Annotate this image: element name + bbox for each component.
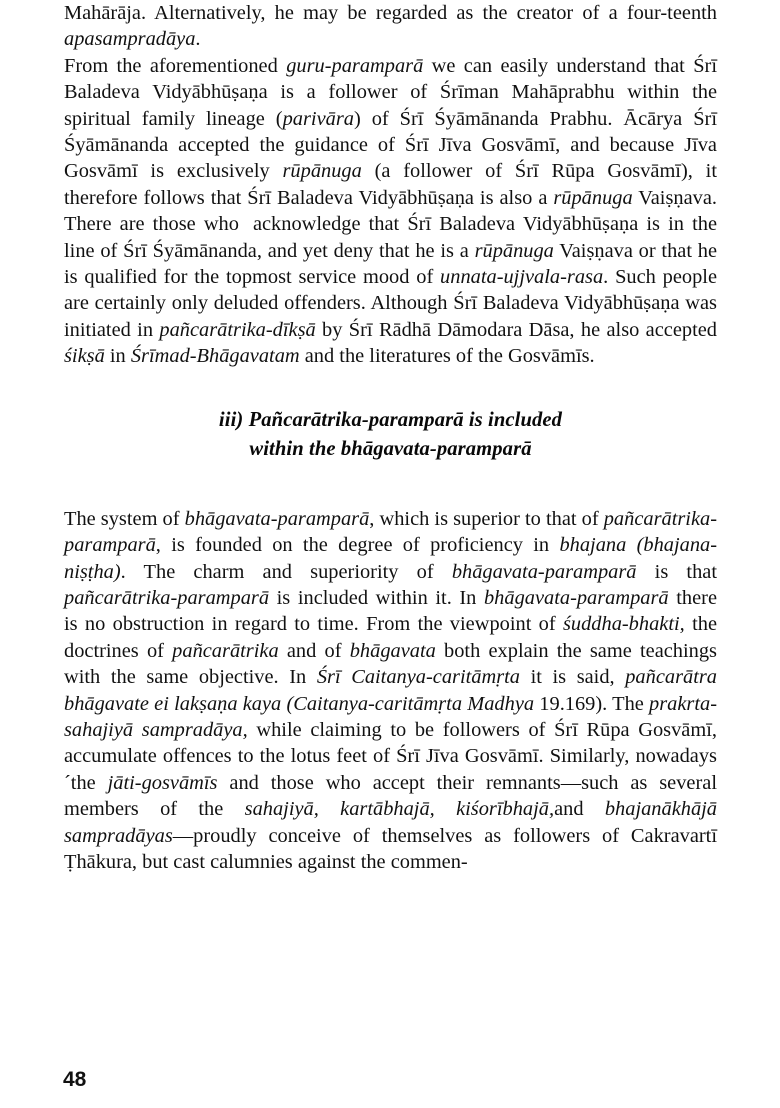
- text-run: .: [195, 28, 201, 51]
- italic-term: rūpānuga: [553, 186, 633, 209]
- text-run: while claiming to be followers of Śrī Rūpa Gosvāmī, accumulate offences to the lotus feet of Śrī Jīva Gosvāmī. Similarly, nowadays´the: [64, 718, 717, 794]
- italic-term: śikṣā: [64, 345, 105, 368]
- text-run: and of: [278, 639, 350, 662]
- italic-term: pañcarātrika-paramparā: [64, 586, 270, 609]
- text-run: Vaiṣṇava. There are those who: [64, 186, 717, 236]
- italic-term: bhāgavata-paramparā: [483, 586, 669, 609]
- text-run: and those who accept their remnants—such as several members of the: [64, 771, 717, 821]
- italic-term: prakrta-sahajiyā sampradāya,: [64, 692, 718, 741]
- text-run: it is said,: [520, 666, 626, 689]
- italic-term: parivāra: [282, 107, 354, 130]
- italic-term: bhāgavata-paramparā: [184, 507, 370, 530]
- text-run: both explain the same teachings with the same objective. In: [64, 639, 717, 689]
- italic-term: śuddha-bhakti,: [562, 613, 685, 636]
- page-number: 48: [63, 1068, 87, 1091]
- italic-term: bhāgavata: [349, 639, 436, 662]
- text-run: . The charm and superiority of: [120, 560, 452, 583]
- text-run: The system of: [64, 507, 185, 530]
- text-run: —proudly conceive of themselves as followers of Cakravartī Ṭhākura, but cast calumnies against the commen-: [64, 824, 717, 873]
- italic-term: pañcarātra bhāgavate ei lakṣaṇa kaya (Caitanya-caritāmṛta Madhya: [64, 666, 717, 715]
- paragraph-maharaja-continued: [64, 0, 717, 53]
- italic-term: Śrī Caitanya-caritāmṛta: [316, 666, 520, 689]
- text-run: in: [104, 345, 131, 368]
- italic-term: guru-paramparā: [286, 54, 424, 77]
- text-run: acknowledge that Śrī Baladeva Vidyābhūṣaṇa is in the line of Śrī Śyāmānanda, and yet deny that he is a: [64, 213, 717, 262]
- italic-term: apasampradāya: [64, 28, 196, 51]
- section-heading: [64, 406, 717, 464]
- text-run: . Such people are certainly only deluded offenders. Although Śrī Baladeva Vidyābhūṣaṇa was initiated in: [64, 266, 718, 341]
- text-run: (a follower of Śrī Rūpa Gosvāmī), it therefore follows that Śrī Baladeva Vidyābhūṣaṇa is also a: [64, 160, 717, 209]
- text-run: , which is superior to that of: [369, 507, 604, 530]
- italic-term: jāti-gosvāmīs: [107, 771, 218, 794]
- text-run: and the literatures of the Gosvāmīs.: [299, 345, 595, 368]
- text-run: 19.169). The: [534, 692, 650, 715]
- italic-term: pañcarātrika-paramparā: [64, 507, 717, 557]
- text-run: Mahārāja. Alternatively, he may be regarded as the creator of a four-teenth: [64, 2, 717, 24]
- text-run: From the aforementioned: [64, 54, 287, 77]
- text-run: is included within it. In: [269, 586, 484, 609]
- text-run: ) of Śrī Śyāmānanda Prabhu. Ācārya Śrī Śyāmānanda accepted the guidance of Śrī Jīva Gosvāmī, and because Jīva Gosvāmī is exclusively: [64, 107, 717, 183]
- text-run: , is founded on the degree of proficiency in: [155, 534, 560, 557]
- italic-term: bhajanākhājā sampradāyas: [64, 798, 717, 847]
- text-run: Vaiṣṇava or that he is qualified for the topmost service mood of: [64, 239, 717, 289]
- italic-term: bhāgavata-paramparā: [451, 560, 637, 583]
- italic-term: pañcarātrika-dīkṣā: [159, 318, 316, 341]
- italic-term: rūpānuga: [282, 160, 362, 183]
- text-run: we can easily understand that Śrī Baladeva Vidyābhūṣaṇa is a follower of Śrīman Mahāprabhu within the spiritual family lineage (: [64, 54, 718, 130]
- italic-term: unnata-ujjvala-rasa: [440, 266, 604, 289]
- italic-term: pañcarātrika: [172, 639, 279, 662]
- italic-term: sahajiyā, kartābhajā, kiśorībhajā,: [244, 798, 555, 821]
- text-column: [64, 0, 717, 875]
- text-run: the doctrines of: [64, 613, 717, 662]
- italic-term: bhajana (bhajana-niṣṭha): [64, 534, 718, 583]
- italic-term: Śrīmad-Bhāgavatam: [130, 345, 300, 368]
- paragraph-guru-parampara: [64, 53, 717, 370]
- italic-term: rūpānuga: [474, 239, 554, 262]
- text-run: and: [554, 798, 605, 821]
- text-run: is that: [636, 560, 718, 583]
- section-heading-line-2: within the bhāgavata-paramparā: [249, 437, 532, 460]
- section-heading-line-1: iii) Pañcarātrika-paramparā is included: [218, 408, 563, 431]
- paragraph-bhagavata-system: [64, 506, 717, 876]
- text-run: by Śrī Rādhā Dāmodara Dāsa, he also accepted: [315, 318, 717, 341]
- text-run: there is no obstruction in regard to time. From the viewpoint of: [64, 586, 717, 636]
